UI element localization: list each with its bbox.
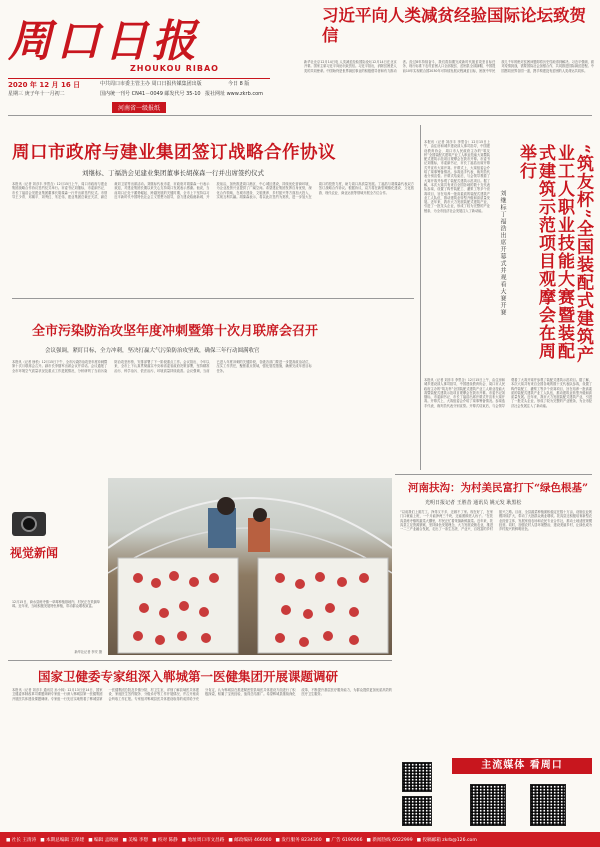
pages-count: 今日 8 版 xyxy=(228,81,250,87)
award-badge: 河南省一级报纸 xyxy=(112,102,166,113)
promo-banner[interactable]: 主流媒体 看周口 xyxy=(452,758,592,774)
header-divider xyxy=(8,115,592,116)
qr-code[interactable] xyxy=(530,784,566,826)
strawberry-photo[interactable] xyxy=(108,478,392,655)
lunar-date: 星期三 庚子年十一月初二 xyxy=(8,91,65,97)
sponsor-line: 中共周口市委主管主办 周口日报传媒集团出版 xyxy=(100,81,202,87)
main-story-subtitle: 刘继标、丁福浩会见建业集团董事长胡葆森一行并出席签约仪式 xyxy=(82,169,264,177)
qr-code[interactable] xyxy=(470,784,506,826)
issue-date: 2020 年 12 月 16 日 xyxy=(8,81,81,89)
right-column-title[interactable]: “筑友杯”全国装配式建筑产业工人职业技能大赛暨装配式建筑示范项目观摩会在周举行 xyxy=(516,144,593,364)
footer-item: ■ 地址周口市文昌路 xyxy=(181,837,225,843)
bottom-story-text: 本报讯（记者 刘彦丰 通讯员 孙小林）12月13日至14日，国家卫健委体制改革司课题调研专家组一行深入郸城县第一医健集团开展医共体建设课题调研。专家组一行先后实地察看了郸城县第一医健集团总院及乡镇分院、村卫生室，详细了解县域医共体建设、家庭医生签约服务、分级诊疗等工作开展情况，并召开座谈会听取工作汇报。专家组对郸城县医共体建设取得的成效给予充分肯定，认为郸城县在推进紧密型县域医共体建设方面进行了积极探索，积累了宝贵经验，值得总结推广。希望郸城县继续深化改革，不断提升基层医疗服务能力，为群众提供更加优质高效的医疗卫生服务。 xyxy=(12,688,392,701)
bottom-story-title[interactable]: 国家卫健委专家组深入郸城第一医健集团开展课题调研 xyxy=(38,669,339,684)
main-story-text: 本报讯（记者 刘彦丰 李思含）12月15日上午，周口市政府与建业集团战略合作协议签约仪式举行。市委书记刘继标，市委副书记、市长丁福浩会见建业集团董事长胡葆森一行并出席签约仪式。市领导王少青、邓嫄平、刘秀红、朱宏伟，建业集团总裁汪天武、副总裁刘卫星等出席活动。刘继标代表市委、市政府对胡葆森一行表示欢迎，对建业集团长期以来关心支持周口发展表示感谢。他说，当前周口正处于蓄势崛起、跨越发展的关键时期，全市上下坚持以习近平新时代中国特色社会主义思想为指导，奋力建设临港新城、开放前沿，加快推进周口港区、中心城区建设，持续优化营商环境，为企业投资兴业提供了广阔空间。希望建业集团发挥自身优势，深化合作领域，在城市建设、文旅康养、乡村振兴等方面加大投入，实现互利共赢。胡葆森表示，将以此次签约为契机，进一步加大在周口的投资力度，助力周口高质量发展。丁福浩与胡葆森代表双方签订战略合作协议。根据协议，双方将在新型城镇化建设、文化旅游、现代农业、商业运营等领域开展全方位合作。 xyxy=(12,182,414,199)
feature-story-byline: 光明日报记者 王胜昔 通讯员 姚元发 耿黑松 xyxy=(425,500,522,506)
feature-story-text: “以前我们上面打工，挣得又不多，还顾不了家。现在好了，在家门口就能上班，一个月能挣两三千块，还能照顾老人孩子。”在扶沟县练寺镇的蔬菜大棚里，村民正忙着采摘新鲜蔬菜。近年来，扶沟县立足资源禀赋，坚持绿色发展理念，大力发展设施农业，推进一二三产业融合发展，走出了一条生态美、产业兴、百姓富的乡村振兴之路。目前，全县蔬菜种植面积稳定在数十万亩，设施农业规模持续扩大，带动了大批群众就业增收。扶沟县还积极培育新型农业经营主体，发展家庭农场和农民专业合作社，推动土地适度规模经营。同时，加强农村人居环境整治，建设美丽乡村，让绿色成为乡村振兴的鲜明底色。 xyxy=(400,510,592,532)
divider xyxy=(395,474,592,475)
masthead-logo[interactable]: 周口日报 xyxy=(8,16,200,67)
footer-item: ■ 编辑 孟晓丽 xyxy=(88,837,119,843)
right-column-subtitle: 刘继标丁福浩出席开幕式并观看大赛开赛 xyxy=(499,190,506,316)
footer-item: ■ 发行服务 8234300 xyxy=(275,837,322,843)
footer-item: ■ 投稿邮箱 zkrb@126.com xyxy=(416,837,477,843)
divider xyxy=(8,660,392,661)
right-column-text-b: 本报讯（记者 刘彦丰 李思含）12月15日上午，由住房和城乡建设部人事司指导，中国建设教育协会、周口市人民政府主办的“筑友杯”全国装配式建筑产业工人职业技能大赛暨装配式建筑示范项目观摩会在我市开幕。市委书记刘继标，市委副书记、市长丁福浩出席开幕式并宣布大赛开赛。开幕式上，大赛组委会介绍了赛事筹备情况。参赛选手代表、裁判员代表分别宣誓。开幕式结束后，与会领导观看了大赛开赛并参观了装配式建筑示范项目。据了解，本次大赛共有来自全国各地的数十支代表队参赛，设置了构件装配工、灌浆工等多个竞赛项目，旨在培养一批高素质的装配式建筑产业工人队伍，推动建筑业转型升级和高质量发展。近年来，我市大力发展装配式建筑产业，引进了一批龙头企业，形成了较为完整的产业链条，为全市经济社会发展注入了新动能。 xyxy=(424,378,592,408)
second-story-subtitle: 会议强调，紧盯目标，全力冲刺，坚决打赢大气污染防治攻坚战，确保三年行动圆满收官 xyxy=(45,348,260,354)
footer-item: ■ 邮政编码 466000 xyxy=(228,837,272,843)
qr-code[interactable] xyxy=(402,762,432,792)
column-divider xyxy=(420,125,421,470)
photo-credit: 新华社记者 李安 摄 xyxy=(74,650,102,654)
right-column-text-a: 本报讯（记者 刘彦丰 李思含）12月15日上午，由住房和城乡建设部人事司指导，中国建设教育协会、周口市人民政府主办的“筑友杯”全国装配式建筑产业工人职业技能大赛暨装配式建筑示范项目观摩会在我市开幕。市委书记刘继标，市委副书记、市长丁福浩出席开幕式并宣布大赛开赛。开幕式上，大赛组委会介绍了赛事筹备情况。参赛选手代表、裁判员代表分别宣誓。开幕式结束后，与会领导观看了大赛开赛并参观了装配式建筑示范项目。据了解，本次大赛共有来自全国各地的数十支代表队参赛，设置了构件装配工、灌浆工等多个竞赛项目，旨在培养一批高素质的装配式建筑产业工人队伍，推动建筑业转型升级和高质量发展。近年来，我市大力发展装配式建筑产业，引进了一批龙头企业，形成了较为完整的产业链条，为全市经济社会发展注入了新动能。 xyxy=(424,140,490,213)
website-line[interactable]: 报社网址 www.zkrb.com xyxy=(205,91,264,97)
masthead-rule xyxy=(8,78,270,79)
masthead-pinyin: ZHOUKOU RIBAO xyxy=(130,64,219,73)
second-story-title[interactable]: 全市污染防治攻坚年度冲刺暨第十次月联席会召开 xyxy=(32,324,319,339)
camera-icon xyxy=(12,512,46,536)
publication-code: 国内统一刊号 CN41－0049 邮发代号 35-10 xyxy=(100,91,201,97)
feature-story-title[interactable]: 河南扶沟：为村美民富打下“绿色根基” xyxy=(408,482,589,494)
main-story-title[interactable]: 周口市政府与建业集团签订战略合作协议 xyxy=(12,143,336,163)
footer-item: ■ 美编 李想 xyxy=(122,837,149,843)
photo-caption: 12月15日，商水县练寺镇一草莓种植基地内，村民正在采摘草莓。近年来，当地积极发展特色种植，带动群众增收致富。 xyxy=(12,600,100,609)
top-story-text: 新华社北京12月14日电 人类减贫经验国际论坛12月14日在北京开幕。国家主席习近平向论坛致贺信。习近平指出，消除贫困是人类的共同使命。中国始终是世界减贫事业的积极倡导者和有力推动者。经过8年持续奋斗，我们将如期完成新时代脱贫攻坚目标任务，现行标准下农村贫困人口全部脱贫、贫困县全部摘帽，中国提前10年实现联合国2030年可持续发展议程减贫目标，困扰中华民族几千年的绝对贫困问题即将历史性地得到解决。习近平强调，面对疫情挑战，需要国际社会加强合作，共同推进国际减贫进程。中国愿同世界各国一道，携手构建没有贫困的人类命运共同体。 xyxy=(304,60,594,73)
footer-item: ■ 本期总编辑 王保建 xyxy=(40,837,85,843)
divider xyxy=(12,298,414,299)
second-story-text: 本报讯（记者 徐松）12月15日下午，全市污染防治攻坚年度冲刺暨第十次月联席会召开。副市长李继军出席会议并讲话。会议通报了全市环境空气质量状况及重点工作进展情况，分析研判了当前污染防治攻坚形势，安排部署了下一阶段重点工作。会议指出，今年以来，全市上下认真贯彻落实中央和省委省政府决策部署，坚持精准治污、科学治污、依法治污，环境质量持续改善。会议强调，当前已进入年度冲刺的关键阶段，各级各部门要进一步提高政治站位，压实工作责任，聚焦重点领域，强化管控措施，确保完成年度目标任务。 xyxy=(12,360,312,373)
footer-item: ■ 新闻热线 6022999 xyxy=(366,837,413,843)
top-story-title[interactable]: 习近平向人类减贫经验国际论坛致贺信 xyxy=(322,6,586,45)
photo-illustration xyxy=(108,478,392,655)
qr-code[interactable] xyxy=(402,796,432,826)
footer-item: ■ 校对 陈静 xyxy=(152,837,178,843)
footer-item: ■ 社长 王清涛 xyxy=(6,837,37,843)
footer-item: ■ 广告 6190066 xyxy=(325,837,363,843)
photo-section-label: 视觉新闻 xyxy=(10,546,59,560)
footer-bar xyxy=(0,832,600,847)
